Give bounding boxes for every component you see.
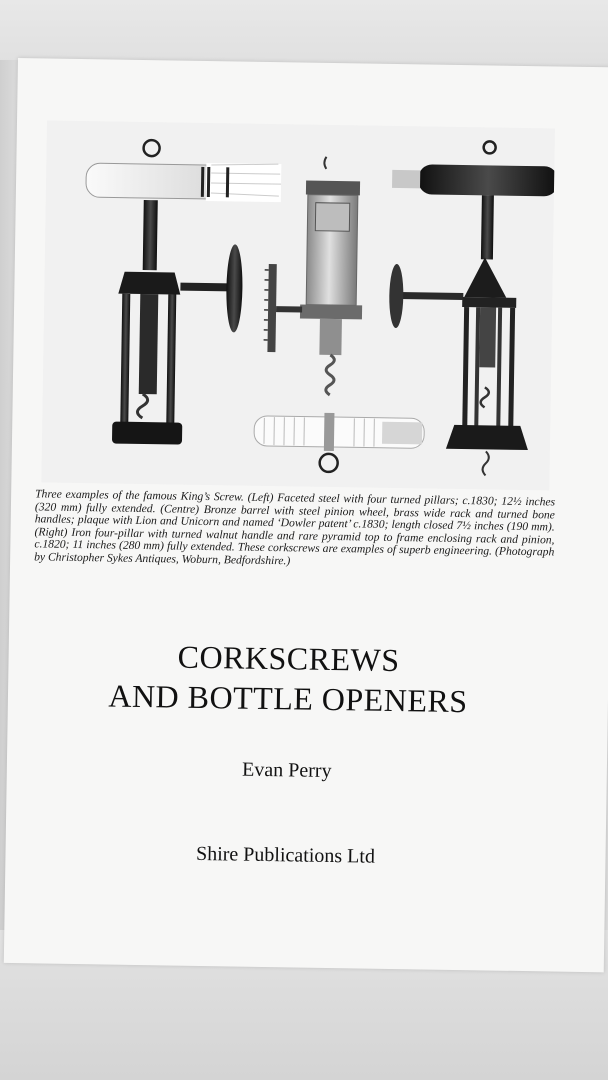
publisher-name: Shire Publications Ltd [195,842,376,868]
title-line-1: CORKSCREWS [177,638,400,679]
photo-caption: Three examples of the famous King’s Screw. (Left) Faceted steel with four turned pillars; c.1830; 12½ inches (320 mm) fully extended. (Centre) Bronze barrel with steel pinion wheel, brass wide rack and turned bone handles; plaque with Lion and Unicorn and named ‘Dowler patent’ c.1830; length closed 7½ inches (190 mm). (Right) Iron four-pillar with turned walnut handle and rare pyramid top to frame enclosing rack and pinion, c.1820; 11 inches (280 mm) fully extended. These corkscrews are examples of superb engineering. (Photograph by Christopher Sykes Antiques, Woburn, Bedfordshire.) [34,487,556,567]
author-name: Evan Perry [241,758,332,783]
title-line-2: AND BOTTLE OPENERS [108,677,468,720]
corkscrew-photograph [41,120,555,490]
book-title [8,634,569,723]
book-page [4,58,608,972]
